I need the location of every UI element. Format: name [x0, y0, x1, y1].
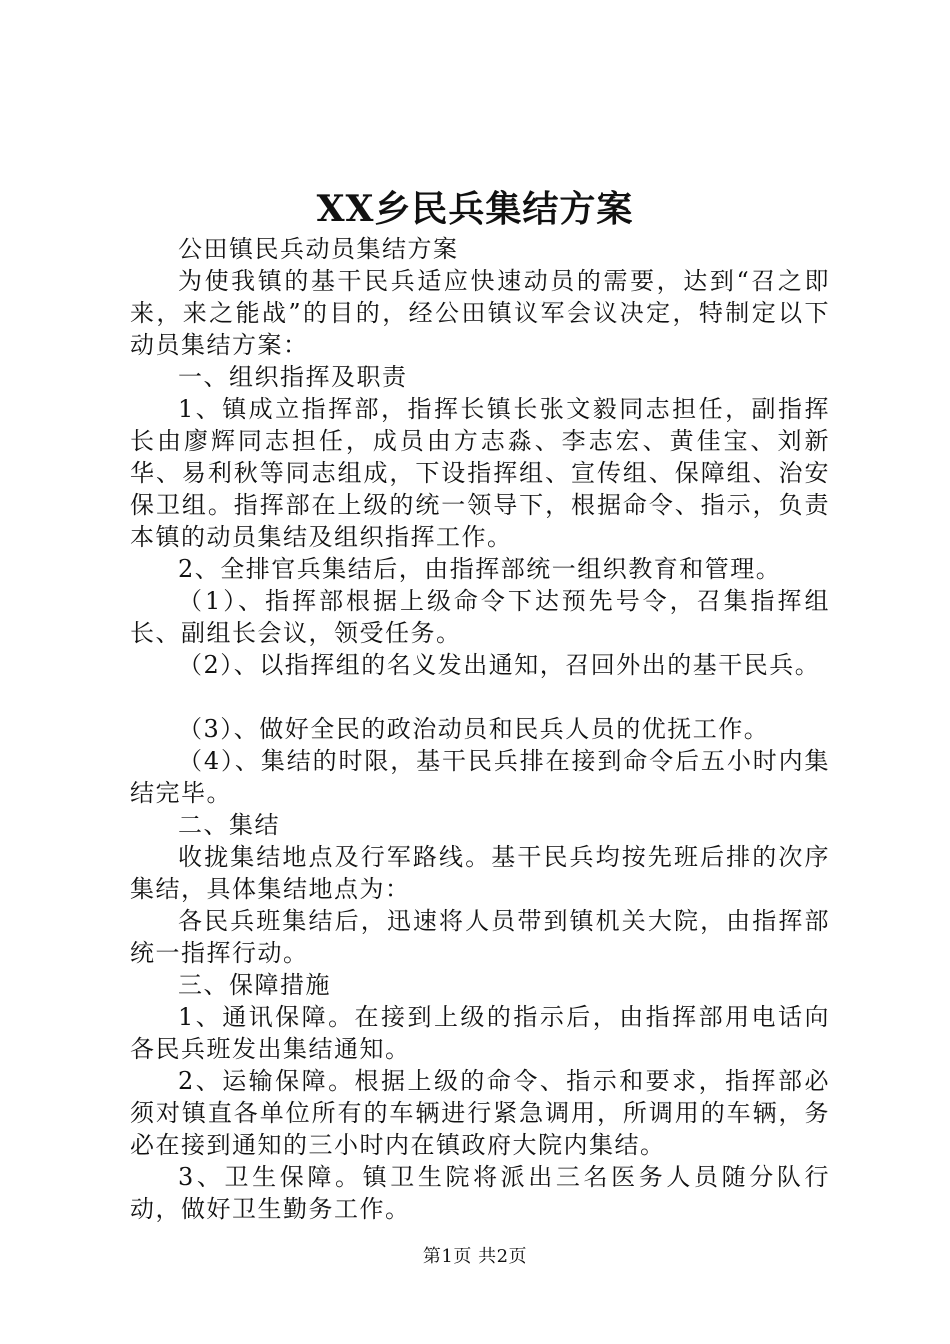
paragraph-subitem-2: （2）、以指挥组的名义发出通知，召回外出的基干民兵。	[178, 651, 821, 679]
paragraph-subitem-3: （3）、做好全民的政治动员和民兵人员的优抚工作。	[178, 715, 770, 743]
paragraph-subitem-4: （4）、集结的时限，基干民兵排在接到命令后五小时内集结完毕。	[130, 747, 830, 807]
paragraph-intro: 为使我镇的基干民兵适应快速动员的需要，达到“召之即来，来之能战”的目的，经公田镇议军会议决定，特制定以下动员集结方案：	[130, 267, 830, 359]
section-heading-organization: 一、组织指挥及职责	[178, 363, 408, 391]
paragraph-support-transport: 2、运输保障。根据上级的命令、指示和要求，指挥部必须对镇直各单位所有的车辆进行紧急调用，所调用的车辆，务必在接到通知的三小时内在镇政府大院内集结。	[130, 1067, 830, 1159]
section-heading-assembly: 二、集结	[178, 811, 280, 839]
paragraph-item-1: 1、镇成立指挥部，指挥长镇长张文毅同志担任，副指挥长由廖辉同志担任，成员由方志淼、李志宏、黄佳宝、刘新华、易利秋等同志组成，下设指挥组、宣传组、保障组、治安保卫组。指挥部在上级的统一领导下，根据命令、指示，负责本镇的动员集结及组织指挥工作。	[130, 395, 830, 551]
paragraph-subtitle: 公田镇民兵动员集结方案	[178, 235, 459, 263]
paragraph-subitem-1: （1）、指挥部根据上级命令下达预先号令，召集指挥组长、副组长会议，领受任务。	[130, 587, 830, 647]
paragraph-assembly-location: 各民兵班集结后，迅速将人员带到镇机关大院，由指挥部统一指挥行动。	[130, 907, 830, 967]
paragraph-assembly-route: 收拢集结地点及行军路线。基干民兵均按先班后排的次序集结，具体集结地点为：	[130, 843, 830, 903]
section-heading-support: 三、保障措施	[178, 971, 331, 999]
paragraph-spacer	[130, 681, 830, 713]
page-number-footer: 第1页 共2页	[422, 1246, 528, 1267]
document-title: XX乡民兵集结方案	[316, 188, 634, 230]
paragraph-support-medical: 3、卫生保障。镇卫生院将派出三名医务人员随分队行动，做好卫生勤务工作。	[130, 1163, 830, 1223]
paragraph-item-2: 2、全排官兵集结后，由指挥部统一组织教育和管理。	[178, 555, 782, 583]
paragraph-support-communication: 1、通讯保障。在接到上级的指示后，由指挥部用电话向各民兵班发出集结通知。	[130, 1003, 830, 1063]
document-body	[130, 233, 830, 1225]
